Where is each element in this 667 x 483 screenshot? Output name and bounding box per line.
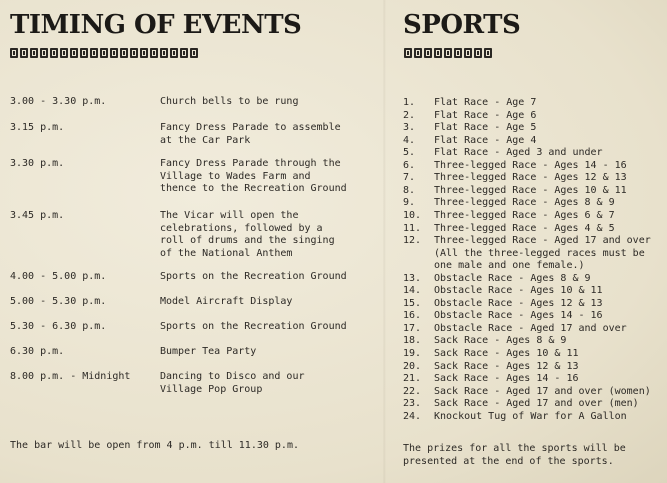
event-description: Sports on the Recreation Ground [160, 321, 347, 332]
ornament-block [60, 48, 68, 58]
ornament-block [90, 48, 98, 58]
sport-number: 5. [403, 147, 416, 159]
ornament-block [404, 48, 412, 58]
event-description: at the Car Park [160, 134, 251, 146]
ornament-block [160, 48, 168, 58]
sport-name: one male and one female.) [434, 260, 585, 272]
timing-heading: TIMING OF EVENTS [10, 10, 302, 40]
ornament-block [180, 48, 188, 58]
sport-name: Knockout Tug of War for A Gallon [434, 410, 627, 422]
ornament-block [474, 48, 482, 58]
sport-item [403, 147, 603, 160]
sport-name: Sack Race - Ages 10 & 11 [434, 348, 579, 359]
sport-name: (All the three-legged races must be [434, 247, 645, 259]
sport-number: 10. [403, 209, 422, 221]
ornament-block [80, 48, 88, 58]
sport-number: 15. [403, 297, 422, 309]
sport-number: 24. [403, 410, 422, 422]
timing-ornament-border [10, 48, 198, 58]
sport-item [403, 135, 536, 148]
sport-name: Flat Race - Age 7 [434, 97, 537, 108]
sport-number: 19. [403, 348, 422, 359]
sport-name: Obstacle Race - Aged 17 and over [434, 322, 627, 334]
ornament-block [120, 48, 128, 58]
event-description: Sports on the Recreation Ground [160, 271, 347, 282]
ornament-block [150, 48, 158, 58]
event-description: Model Aircraft Display [160, 296, 293, 307]
event-description: Village Pop Group [160, 383, 263, 395]
event-time: 4.00 - 5.00 p.m. [10, 271, 107, 282]
sport-number: 1. [403, 97, 416, 108]
ornament-block [130, 48, 138, 58]
sport-name: Sack Race - Aged 17 and over (men) [434, 398, 639, 410]
sport-name: Flat Race - Aged 3 and under [434, 147, 603, 159]
ornament-block [30, 48, 38, 58]
event-description: celebrations, followed by a [160, 222, 323, 234]
sport-item [403, 298, 603, 311]
event-description: Bumper Tea Party [160, 346, 257, 357]
sport-number: 2. [403, 109, 416, 121]
event-time: 3.15 p.m. [10, 122, 65, 133]
ornament-block [40, 48, 48, 58]
ornament-block [414, 48, 422, 58]
sport-number: 8. [403, 184, 416, 196]
sport-item [403, 248, 645, 261]
sport-name: Flat Race - Age 6 [434, 109, 537, 121]
sport-item [403, 122, 536, 135]
sport-name: Flat Race - Age 5 [434, 122, 537, 134]
sport-item [403, 197, 615, 210]
sport-item [403, 110, 536, 123]
ornament-block [70, 48, 78, 58]
event-description: of the National Anthem [160, 247, 293, 259]
sport-number: 16. [403, 310, 422, 322]
sport-item [403, 373, 579, 386]
sport-item [403, 260, 585, 273]
prizes-notice-line-2: presented at the end of the sports. [403, 456, 614, 467]
sport-name: Three-legged Race - Ages 12 & 13 [434, 172, 627, 184]
event-description: Church bells to be rung [160, 96, 299, 107]
event-description: thence to the Recreation Ground [160, 183, 347, 195]
event-time: 6.30 p.m. [10, 346, 65, 357]
event-description: Dancing to Disco and our [160, 371, 305, 382]
sport-name: Obstacle Race - Ages 10 & 11 [434, 285, 603, 297]
ornament-block [20, 48, 28, 58]
sport-item [403, 160, 627, 173]
ornament-block [170, 48, 178, 58]
sport-name: Three-legged Race - Ages 6 & 7 [434, 209, 615, 221]
ornament-block [454, 48, 462, 58]
ornament-block [464, 48, 472, 58]
ornament-block [444, 48, 452, 58]
ornament-block [190, 48, 198, 58]
sport-name: Three-legged Race - Ages 14 - 16 [434, 159, 627, 171]
sport-number: 14. [403, 285, 422, 297]
sport-number: 22. [403, 385, 422, 397]
sport-item [403, 310, 603, 323]
event-time: 3.30 p.m. [10, 158, 65, 169]
sports-ornament-border [404, 48, 492, 58]
sports-heading: SPORTS [403, 10, 521, 40]
sport-name: Obstacle Race - Ages 14 - 16 [434, 310, 603, 322]
sport-name: Sack Race - Ages 14 - 16 [434, 373, 579, 385]
sport-number: 4. [403, 134, 416, 146]
sport-number: 13. [403, 272, 422, 284]
sport-number: 17. [403, 322, 422, 334]
ornament-block [10, 48, 18, 58]
sport-number: 18. [403, 335, 422, 347]
sport-number: 11. [403, 222, 422, 234]
sport-name: Sack Race - Ages 8 & 9 [434, 335, 567, 347]
sport-number: 9. [403, 197, 416, 209]
event-description: Fancy Dress Parade through the [160, 158, 341, 169]
ornament-block [50, 48, 58, 58]
event-time: 5.00 - 5.30 p.m. [10, 296, 107, 307]
sport-name: Flat Race - Age 4 [434, 134, 537, 146]
sport-item [403, 273, 591, 286]
sport-item [403, 323, 627, 336]
sport-item [403, 398, 639, 411]
sport-number: 7. [403, 172, 416, 184]
sport-item [403, 97, 536, 110]
ornament-block [100, 48, 108, 58]
sport-item [403, 348, 579, 361]
sport-number: 20. [403, 360, 422, 372]
event-description: Village to Wades Farm and [160, 170, 311, 182]
bar-notice: The bar will be open from 4 p.m. till 11.30 p.m. [10, 440, 299, 451]
ornament-block [140, 48, 148, 58]
ornament-block [434, 48, 442, 58]
prizes-notice-line-1: The prizes for all the sports will be [403, 443, 626, 454]
sport-name: Obstacle Race - Ages 8 & 9 [434, 272, 591, 284]
ornament-block [110, 48, 118, 58]
sport-item [403, 335, 566, 348]
sport-item [403, 210, 615, 223]
sport-name: Sack Race - Ages 12 & 13 [434, 360, 579, 372]
sport-item [403, 235, 651, 248]
sport-item [403, 285, 603, 298]
sport-number: 12. [403, 235, 422, 247]
event-description: roll of drums and the singing [160, 235, 335, 247]
sport-number: 23. [403, 398, 422, 410]
event-time: 5.30 - 6.30 p.m. [10, 321, 107, 332]
sport-item [403, 361, 579, 374]
sport-item [403, 223, 615, 236]
sport-name: Sack Race - Aged 17 and over (women) [434, 385, 651, 397]
sport-item [403, 386, 651, 399]
event-time: 3.45 p.m. [10, 210, 65, 221]
event-description: Fancy Dress Parade to assemble [160, 122, 341, 133]
event-time: 3.00 - 3.30 p.m. [10, 96, 107, 107]
sport-name: Three-legged Race - Ages 4 & 5 [434, 222, 615, 234]
event-time: 8.00 p.m. - Midnight [10, 371, 131, 382]
sport-number: 6. [403, 159, 416, 171]
ornament-block [484, 48, 492, 58]
sport-name: Three-legged Race - Aged 17 and over [434, 235, 651, 247]
sport-item [403, 185, 627, 198]
sport-item [403, 172, 627, 185]
sport-name: Three-legged Race - Ages 10 & 11 [434, 184, 627, 196]
sport-item [403, 411, 627, 424]
sport-name: Three-legged Race - Ages 8 & 9 [434, 197, 615, 209]
event-description: The Vicar will open the [160, 210, 299, 221]
ornament-block [424, 48, 432, 58]
sport-number: 3. [403, 122, 416, 134]
sport-name: Obstacle Race - Ages 12 & 13 [434, 297, 603, 309]
sport-number: 21. [403, 373, 422, 385]
